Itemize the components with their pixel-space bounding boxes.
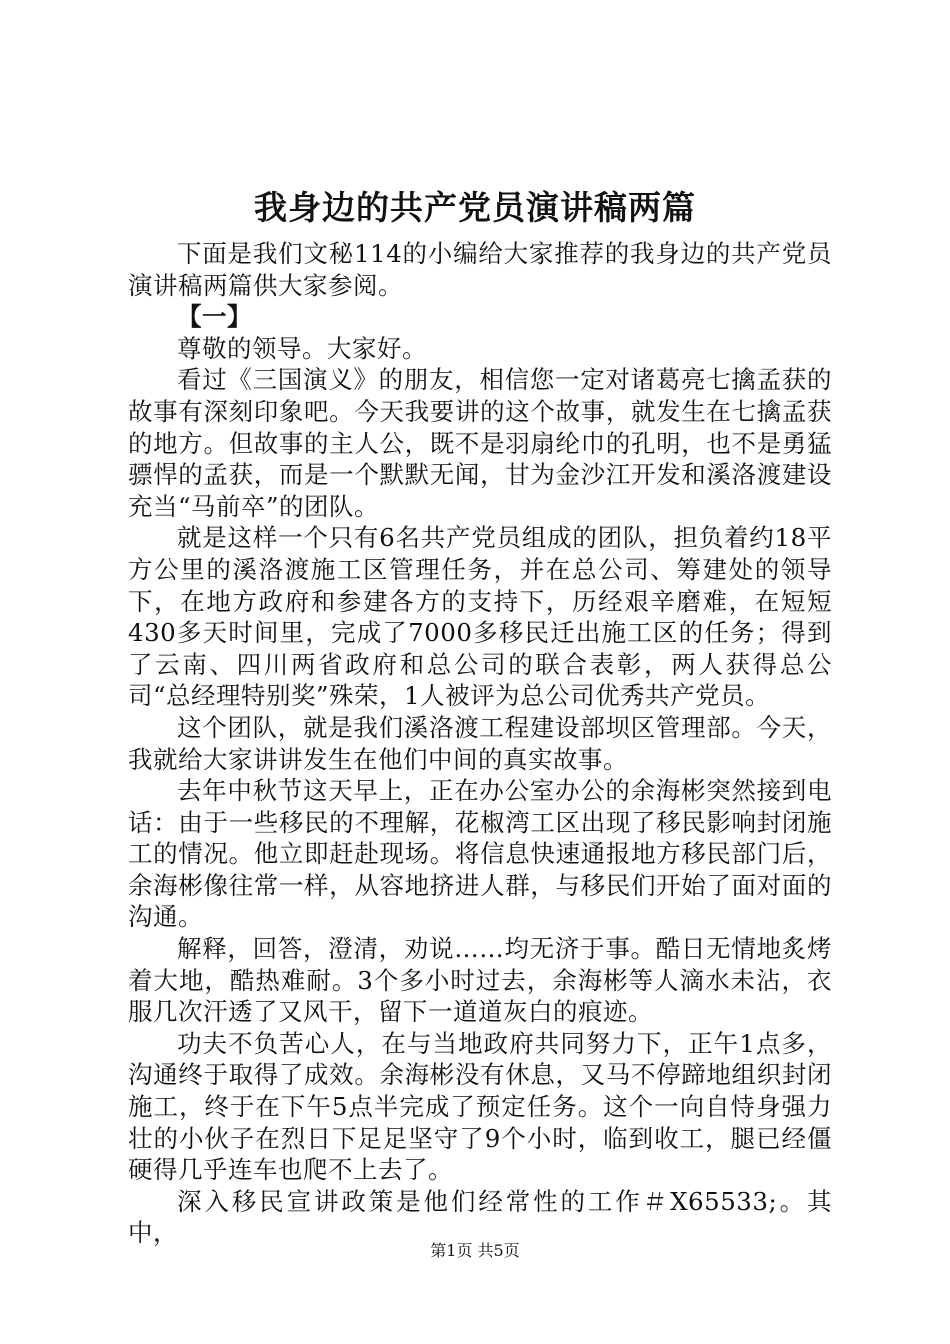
paragraph: 深入移民宣讲政策是他们经常性的工作＃X65533;。其中， [128, 1186, 832, 1248]
paragraph-greeting: 尊敬的领导。大家好。 [177, 333, 427, 363]
document-title: 我身边的共产党员演讲稿两篇 [254, 188, 696, 227]
paragraph: 功夫不负苦心人，在与当地政府共同努力下，正午1点多，沟通终于取得了成效。余海彬没有休息，又马不停蹄地组织封闭施工，终于在下午5点半完成了预定任务。这个一向自恃身强力壮的小伙子在烈日下足足坚守了9个小时，临到收工，腿已经僵硬得几乎连车也爬不上去了。 [128, 1028, 832, 1185]
paragraph: 去年中秋节这天早上，正在办公室办公的余海彬突然接到电话：由于一些移民的不理解，花椒湾工区出现了移民影响封闭施工的情况。他立即赶赴现场。将信息快速通报地方移民部门后，余海彬像往常一样，从容地挤进人群，与移民们开始了面对面的沟通。 [128, 776, 832, 932]
paragraph-intro: 下面是我们文秘114的小编给大家推荐的我身边的共产党员演讲稿两篇供大家参阅。 [128, 239, 832, 300]
paragraph: 这个团队，就是我们溪洛渡工程建设部坝区管理部。今天，我就给大家讲讲发生在他们中间的真实故事。 [128, 712, 832, 774]
document-body [128, 238, 832, 1249]
page-footer: 第1页 共5页 [430, 1241, 520, 1260]
section-heading-1: 【一】 [177, 302, 252, 332]
paragraph: 就是这样一个只有6名共产党员组成的团队，担负着约18平方公里的溪洛渡施工区管理任务，并在总公司、筹建处的领导下，在地方政府和参建各方的支持下，历经艰辛磨难，在短短430多天时间里，完成了7000多移民迁出施工区的任务；得到了云南、四川两省政府和总公司的联合表彰，两人获得总公司“总经理特别奖”殊荣，1人被评为总公司优秀共产党员。 [128, 523, 832, 711]
paragraph: 解释，回答，澄清，劝说……均无济于事。酷日无情地炙烤着大地，酷热难耐。3个多小时过去，余海彬等人滴水未沾，衣服几次汗透了又风干，留下一道道灰白的痕迹。 [128, 934, 832, 1027]
paragraph: 看过《三国演义》的朋友，相信您一定对诸葛亮七擒孟获的故事有深刻印象吧。今天我要讲的这个故事，就发生在七擒孟获的地方。但故事的主人公，既不是羽扇纶巾的孔明，也不是勇猛骠悍的孟获，而是一个默默无闻，甘为金沙江开发和溪洛渡建设充当“马前卒”的团队。 [128, 365, 832, 521]
